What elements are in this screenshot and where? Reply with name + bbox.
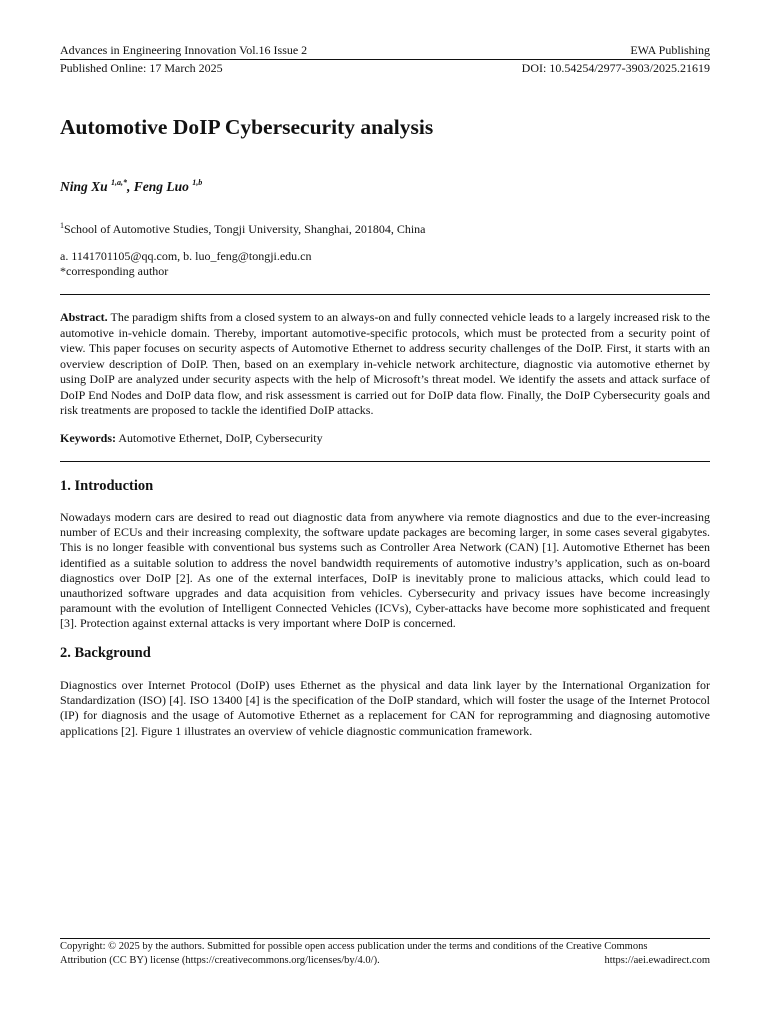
section-heading-introduction: 1. Introduction <box>60 478 154 494</box>
keywords <box>60 431 323 446</box>
author-separator: , <box>127 179 134 194</box>
abstract-text: The paradigm shifts from a closed system to an always-on and fully connected vehicle leads to a largely increased risk to the automotive in-vehicle domain. Thereby, important automotive-specific protocols, which must be protected from a security point of view. This paper focuses on security aspects of Automotive Ethernet to address security challenges of the DoIP. First, it starts with an overview description of DoIP. Then, based on an exemplary in-vehicle network architecture, diagnostic via automotive ethernet by using DoIP are analyzed under security aspects with the help of Microsoft’s threat model. We identify the assets and attack surface of DoIP End Nodes and DoIP data flow, and risk assessment is carried out for DoIP data flow. Finally, the DoIP Cybersecurity goals and risk treatments are proposed to tackle the identified DoIP attacks. <box>60 310 710 417</box>
journal-name: Advances in Engineering Innovation Vol.16 Issue 2 <box>60 43 308 57</box>
section-heading-background: 2. Background <box>60 645 151 661</box>
abstract-top-divider <box>60 294 710 295</box>
background-paragraph: Diagnostics over Internet Protocol (DoIP) uses Ethernet as the physical and data link layer by the International Organization for Standardization (ISO) [4]. ISO 13400 [4] is the specification of the DoIP standard, which will foster the usage of the Internet Protocol (IP) for diagnosis and the usage of Automotive Ethernet as a replacement for CAN for reprogramming and diagnosing automotive applications [2]. Figure 1 illustrates an overview of vehicle diagnostic communication framework. <box>60 678 710 738</box>
affiliation-marker: 1 <box>60 221 64 230</box>
publisher-name: EWA Publishing <box>630 43 710 57</box>
author-affiliation-marker: 1,b <box>192 178 203 187</box>
keywords-text: Automotive Ethernet, DoIP, Cybersecurity <box>116 431 323 445</box>
contact-block <box>60 249 312 279</box>
abstract-label: Abstract. <box>60 310 108 324</box>
doi[interactable]: DOI: 10.54254/2977-3903/2025.21619 <box>521 61 710 75</box>
introduction-paragraph: Nowadays modern cars are desired to read out diagnostic data from anywhere via remote diagnostics and due to the ever-increasing number of ECUs and their increasing complexity, the software update packages are becoming larger, in some cases several gigabytes. This is no longer feasible with conventional bus systems such as Controller Area Network (CAN) [1]. Automotive Ethernet has been identified as a suitable solution to address the novel bandwidth requirements of automotive industry’s application, such as on-board diagnostics over DoIP [2]. As one of the external interfaces, DoIP is inevitably prone to malicious attacks, which could lead to unauthorized software upgrades and data acquisition from vehicles. Cybersecurity and privacy issues have become increasingly paramount with the evolution of Intelligent Connected Vehicles (ICVs), Cyber-attacks have become more sophisticated and frequent [3]. Protection against external attacks is very important where DoIP is concerned. <box>60 510 710 631</box>
author-affiliation-marker: 1,a,* <box>111 178 128 187</box>
author-name: Feng Luo <box>133 179 193 194</box>
published-date: Published Online: 17 March 2025 <box>60 61 223 75</box>
journal-url[interactable]: https://aei.ewadirect.com <box>604 955 710 966</box>
footer <box>60 940 710 968</box>
corresponding-author-note: *corresponding author <box>60 264 169 278</box>
license-text[interactable]: Attribution (CC BY) license (https://creativecommons.org/licenses/by/4.0/). <box>60 955 380 966</box>
copyright-line: Copyright: © 2025 by the authors. Submitted for possible open access publication under the terms and conditions of the Creative Commons <box>60 941 648 952</box>
author-list <box>60 178 202 195</box>
keywords-label: Keywords: <box>60 431 116 445</box>
license-row <box>60 954 710 968</box>
paper-title: Automotive DoIP Cybersecurity analysis <box>60 115 434 139</box>
abstract <box>60 310 710 419</box>
running-header <box>60 43 710 57</box>
affiliation <box>60 219 425 236</box>
author-emails[interactable]: a. 1141701105@qq.com, b. luo_feng@tongji.edu.cn <box>60 249 312 263</box>
footer-divider <box>60 938 710 939</box>
affiliation-text: School of Automotive Studies, Tongji University, Shanghai, 201804, China <box>64 222 426 236</box>
author-name: Ning Xu <box>60 179 112 194</box>
publication-info <box>60 61 710 75</box>
paper-page <box>60 0 710 1024</box>
abstract-bottom-divider <box>60 461 710 462</box>
header-divider <box>60 59 710 60</box>
